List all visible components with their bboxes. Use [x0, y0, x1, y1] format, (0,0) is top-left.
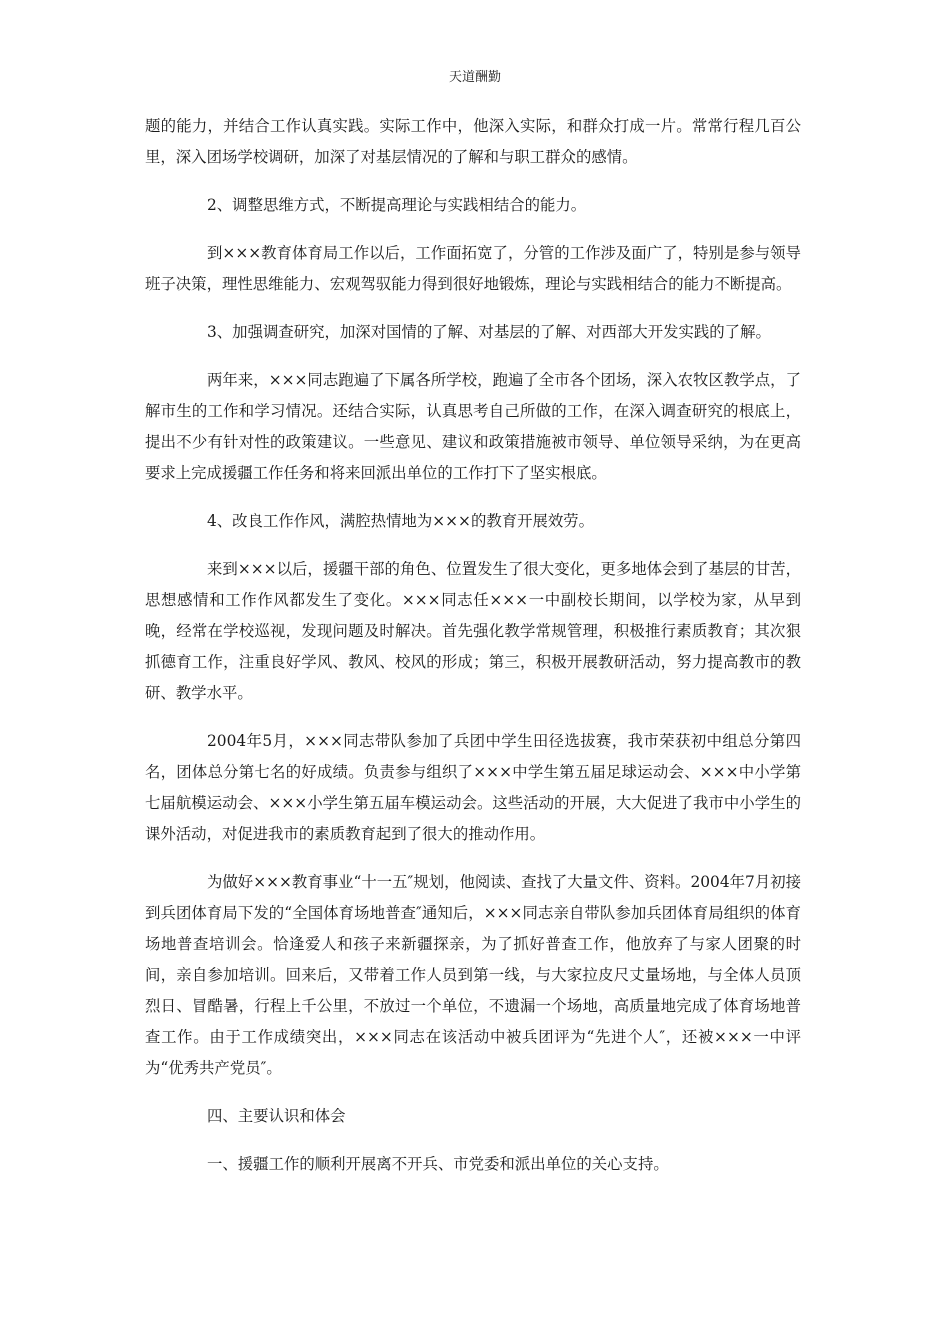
section-heading: 四、主要认识和体会: [207, 1107, 346, 1125]
paragraph-6: 4、改良工作作风，满腔热情地为×××的教育开展效劳。: [207, 512, 595, 530]
paragraph-8: 2004年5月，×××同志带队参加了兵团中学生田径选拔赛，我市荣获初中组总分第四名，团体总分第七名的好成绩。负责参与组织了×××中学生第五届足球运动会、×××中小学第七届航模运动会、×××小学生第五届车模运动会。这些活动的开展，大大促进了我市中小学生的课外活动，对促进我市的素质教育起到了很大的推动作用。: [145, 732, 801, 843]
paragraph-5: 两年来，×××同志跑遍了下属各所学校，跑遍了全市各个团场，深入农牧区教学点，了解市生的工作和学习情况。还结合实际，认真思考自己所做的工作，在深入调查研究的根底上，提出不少有针对性的政策建议。一些意见、建议和政策措施被市领导、单位领导采纳，为在更高要求上完成援疆工作任务和将来回派出单位的工作打下了坚实根底。: [145, 371, 801, 482]
paragraph-4: 3、加强调查研究，加深对国情的了解、对基层的了解、对西部大开发实践的了解。: [207, 323, 771, 341]
paragraph-7: 来到×××以后，援疆干部的角色、位置发生了很大变化，更多地体会到了基层的甘苦，思想感情和工作作风都发生了变化。×××同志任×××一中副校长期间，以学校为家，从早到晚，经常在学校巡视，发现问题及时解决。首先强化教学常规管理，积极推行素质教育；其次狠抓德育工作，注重良好学风、教风、校风的形成；第三，积极开展教研活动，努力提高教市的教研、教学水平。: [145, 560, 801, 702]
paragraph-2: 2、调整思维方式，不断提高理论与实践相结合的能力。: [207, 196, 587, 214]
page-header: 天道酬勤: [448, 70, 501, 85]
paragraph-9: 为做好×××教育事业“十一五″规划，他阅读、查找了大量文件、资料。2004年7月初接到兵团体育局下发的“全国体育场地普查″通知后，×××同志亲自带队参加兵团体育局组织的体育场地普查培训会。恰逢爱人和孩子来新疆探亲，为了抓好普查工作，他放弃了与家人团聚的时间，亲自参加培训。回来后，又带着工作人员到第一线，与大家拉皮尺丈量场地，与全体人员顶烈日、冒酷暑，行程上千公里，不放过一个单位，不遗漏一个场地，高质量地完成了体育场地普查工作。由于工作成绩突出，×××同志在该活动中被兵团评为“先进个人″，还被×××一中评为“优秀共产党员″。: [145, 873, 801, 1077]
paragraph-1: 题的能力，并结合工作认真实践。实际工作中，他深入实际，和群众打成一片。常常行程几百公里，深入团场学校调研，加深了对基层情况的了解和与职工群众的感情。: [145, 117, 801, 166]
document-body: [145, 111, 801, 1197]
paragraph-11: 一、援疆工作的顺利开展离不开兵、市党委和派出单位的关心支持。: [207, 1155, 669, 1173]
paragraph-3: 到×××教育体育局工作以后，工作面拓宽了，分管的工作涉及面广了，特别是参与领导班子决策，理性思维能力、宏观驾驭能力得到很好地锻炼，理论与实践相结合的能力不断提高。: [145, 244, 801, 293]
